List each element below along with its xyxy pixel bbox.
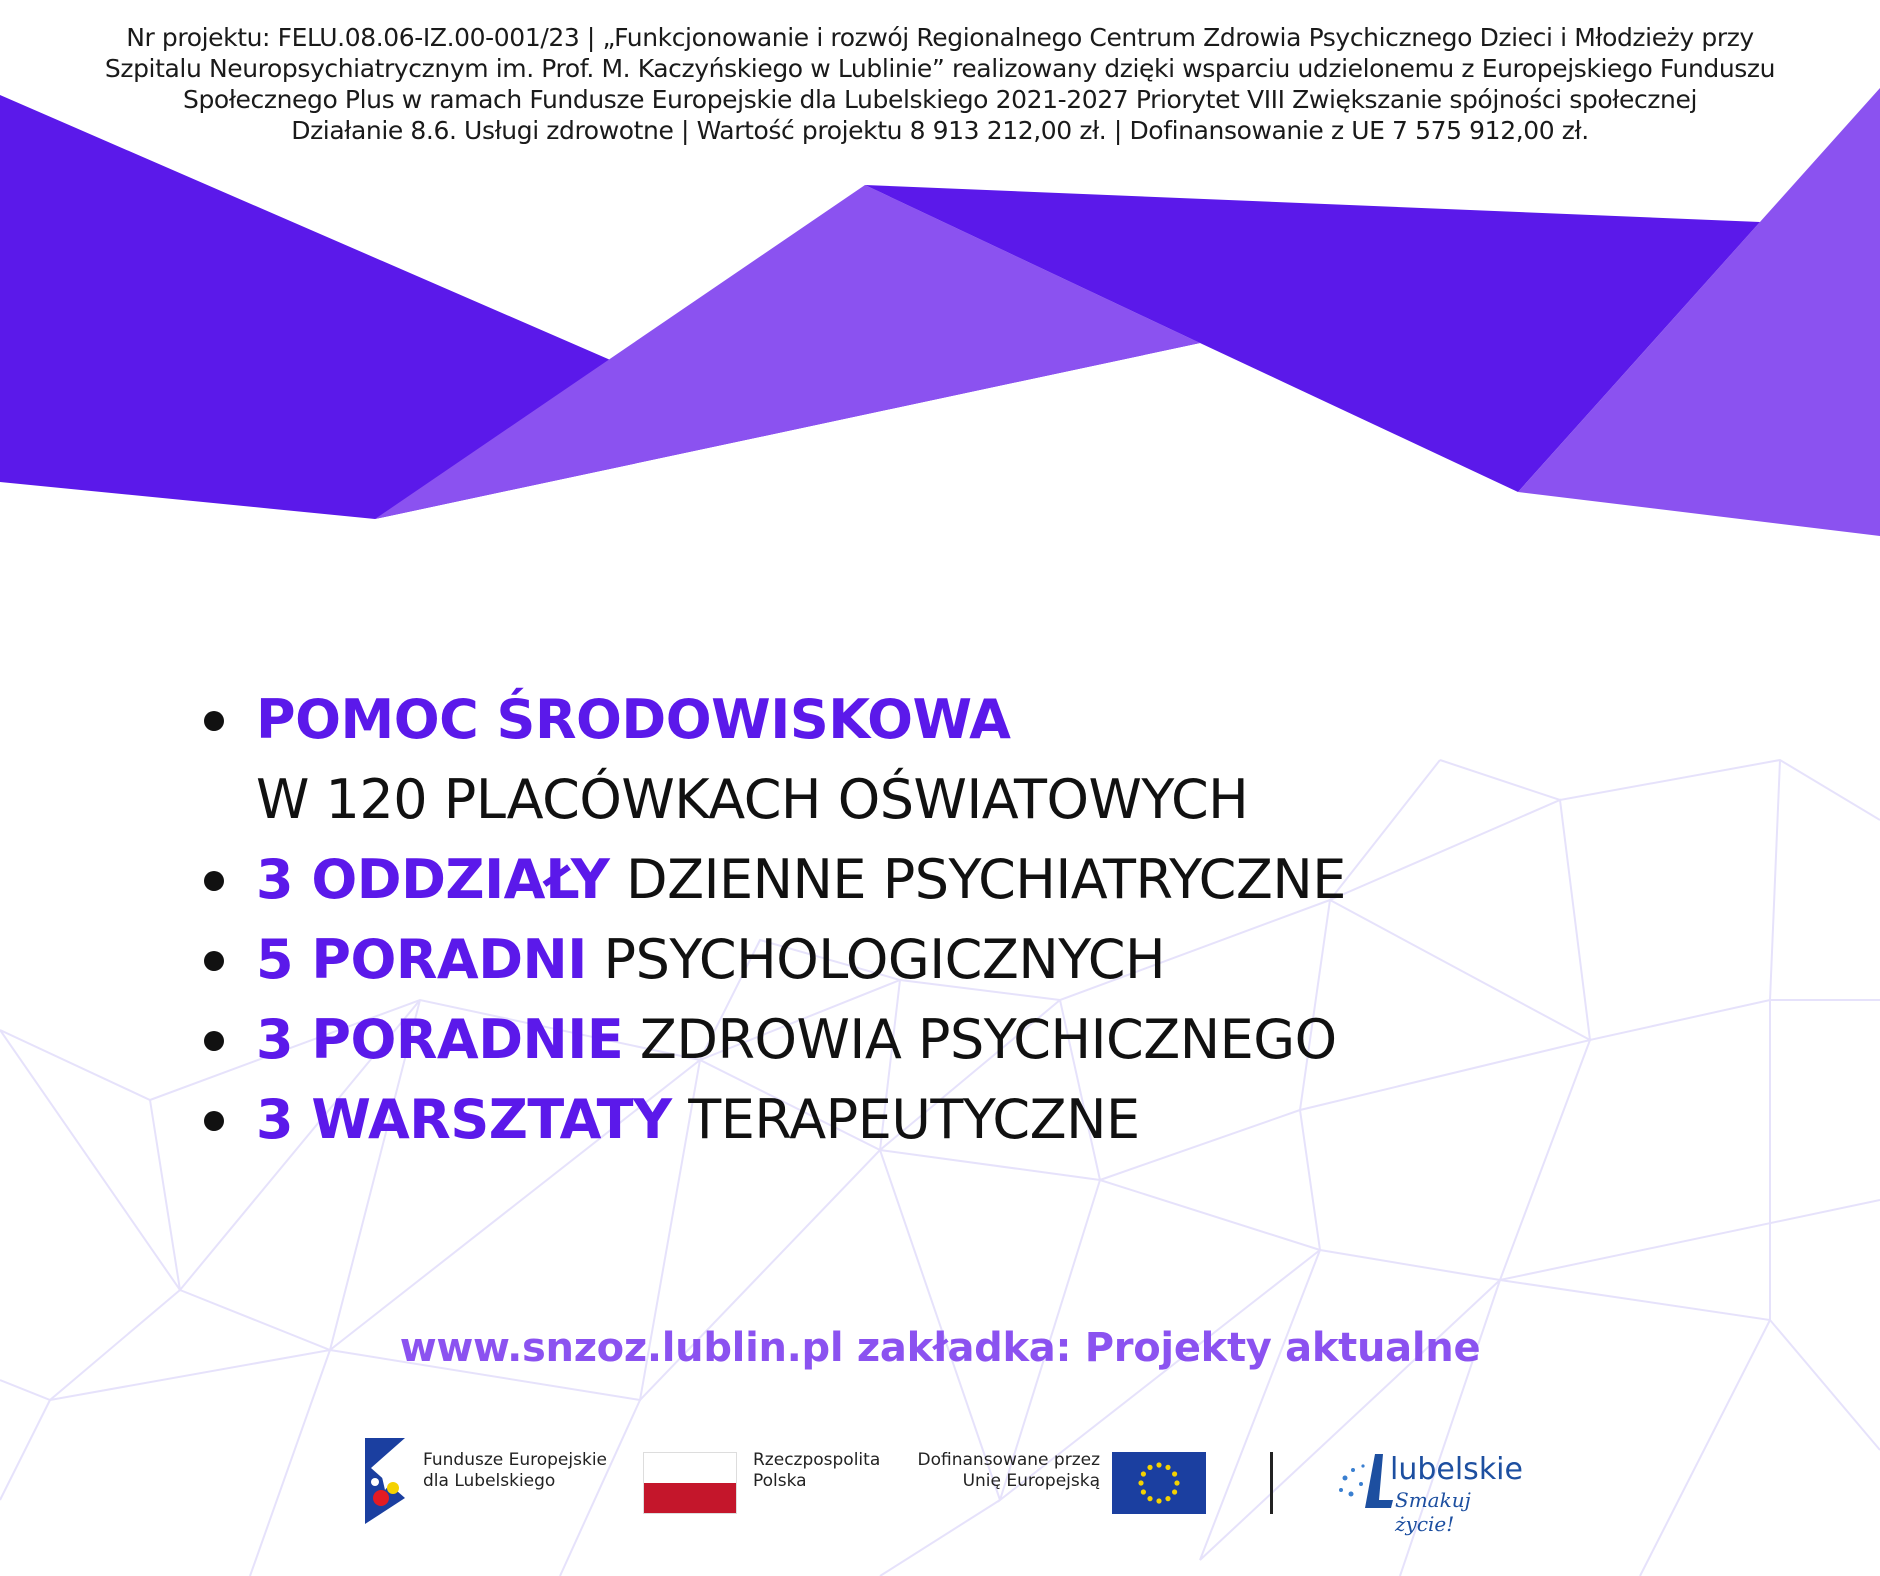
bullet-icon: [204, 1111, 224, 1131]
list-item: [200, 1000, 1346, 1080]
lubelskie-name: lubelskie: [1390, 1452, 1523, 1487]
project-info-line: Nr projektu: FELU.08.06-IZ.00-001/23 | „Funkcjonowanie i rozwój Regionalnego Centrum Zdrowia Psychicznego Dzieci i Młodzieży przy: [126, 23, 1754, 52]
fundusze-europejskie-logo-icon: [365, 1438, 409, 1524]
project-info-line: Działanie 8.6. Usługi zdrowotne | Wartość projektu 8 913 212,00 zł. | Dofinansowanie z UE 7 575 912,00 zł.: [291, 116, 1589, 145]
list-item: [200, 840, 1346, 920]
service-text: DZIENNE PSYCHIATRYCZNE: [609, 848, 1346, 911]
list-item: [200, 920, 1346, 1000]
logo-divider: [1270, 1452, 1273, 1514]
list-item: [200, 1080, 1346, 1160]
bullet-icon: [204, 711, 224, 731]
service-highlight: POMOC ŚRODOWISKOWA: [256, 688, 1011, 751]
service-highlight: 3 WARSZTATY: [256, 1088, 672, 1151]
rp-line-2: Polska: [753, 1471, 807, 1491]
fundusze-europejskie-label: [423, 1450, 607, 1492]
project-info-header: [40, 22, 1840, 146]
list-item: [200, 680, 1346, 840]
services-list: [200, 680, 1346, 1160]
fe-line-1: Fundusze Europejskie: [423, 1450, 607, 1470]
lubelskie-logo: [1335, 1448, 1525, 1536]
fe-line-2: dla Lubelskiego: [423, 1471, 556, 1491]
eu-line-2: Unię Europejską: [962, 1471, 1100, 1491]
bullet-icon: [204, 871, 224, 891]
project-info-line: Szpitalu Neuropsychiatrycznym im. Prof. M. Kaczyńskiego w Lublinie” realizowany dzięki wsparciu udzielonemu z Europejskiego Funduszu: [104, 54, 1776, 83]
website-link[interactable]: www.snzoz.lublin.pl zakładka: Projekty aktualne: [399, 1325, 1481, 1371]
eu-cofinanced-label: [900, 1450, 1100, 1492]
project-info-line: Społecznego Plus w ramach Fundusze Europejskie dla Lubelskiego 2021-2027 Priorytet VIII Zwiększanie spójności społecznej: [182, 85, 1697, 114]
bullet-icon: [204, 951, 224, 971]
funding-logos-bar: [355, 1430, 1535, 1536]
lubelskie-stars-icon: [1335, 1448, 1395, 1518]
service-text: ZDROWIA PSYCHICZNEGO: [623, 1008, 1337, 1071]
service-highlight: 5 PORADNI: [256, 928, 587, 991]
service-highlight: 3 PORADNIE: [256, 1008, 624, 1071]
lubelskie-tagline: Smakuj życie!: [1395, 1488, 1471, 1536]
eu-flag-icon: [1112, 1452, 1206, 1514]
polish-flag-icon: [643, 1452, 737, 1514]
service-subline: W 120 PLACÓWKACH OŚWIATOWYCH: [256, 768, 1249, 831]
service-text: TERAPEUTYCZNE: [671, 1088, 1140, 1151]
rp-line-1: Rzeczpospolita: [753, 1450, 881, 1470]
bullet-icon: [204, 1031, 224, 1051]
eu-line-1: Dofinansowane przez: [917, 1450, 1100, 1470]
service-highlight: 3 ODDZIAŁY: [256, 848, 610, 911]
rzeczpospolita-label: [753, 1450, 880, 1492]
service-text: PSYCHOLOGICZNYCH: [586, 928, 1166, 991]
